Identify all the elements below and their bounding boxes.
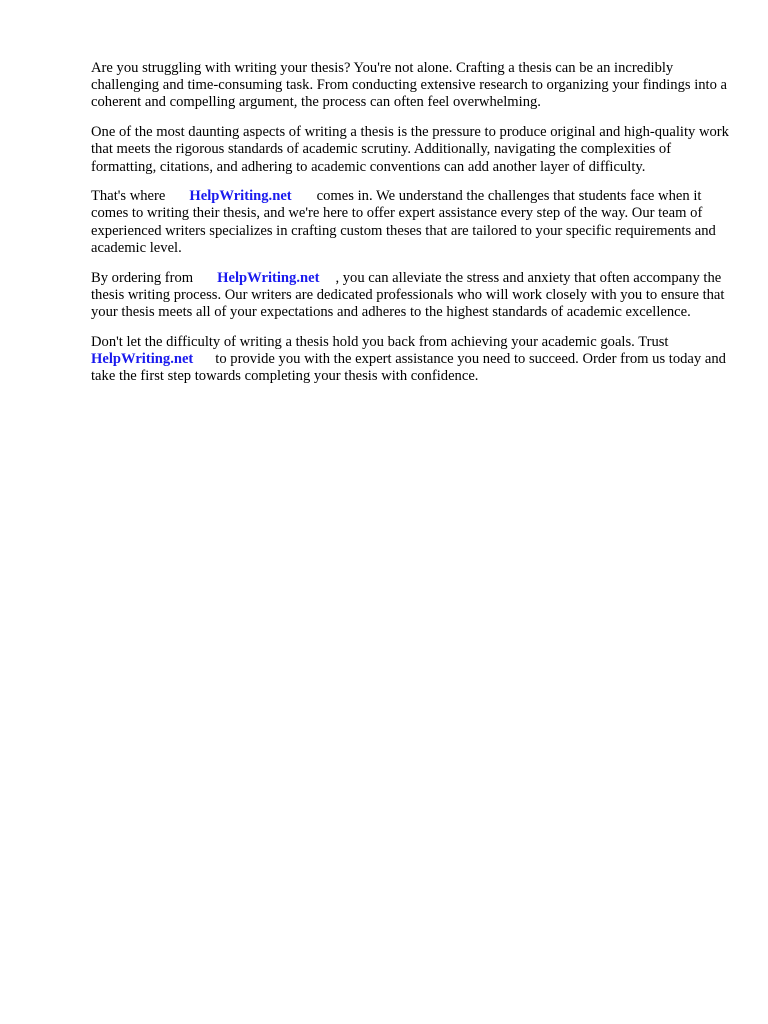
paragraph-difficulty: One of the most daunting aspects of writing a thesis is the pressure to produce original and high-quality work that meets the rigorous standards of academic scrutiny. Additionally, navigating the complexities of formatting, citations, and adhering to academic conventions can add another layer of difficulty.	[91, 124, 729, 175]
paragraph-intro: Are you struggling with writing your thesis? You're not alone. Crafting a thesis can be an incredibly challenging and time-consuming task. From conducting extensive research to organizing your findings into a coherent and compelling argument, the process can often feel overwhelming.	[91, 60, 728, 111]
helpwriting-link[interactable]: HelpWriting.net	[91, 350, 194, 367]
paragraph-text-before-link: By ordering from	[91, 269, 194, 286]
paragraph-text-after-link: , you can alleviate the stress and anxiety that often accompany the thesis writing process. Our writers are dedicated professionals who will work closely with you to ensure that your thesis meets all of your expectations and adheres to the highest standards of academic excellence.	[91, 269, 725, 320]
paragraph-by-ordering	[91, 270, 731, 322]
document-body	[91, 60, 731, 398]
paragraph-thats-where	[91, 188, 731, 257]
paragraph-dont-let	[91, 334, 731, 386]
paragraph-text-after-link: to provide you with the expert assistance you need to succeed. Order from us today and take the first step towards completing your thesis with confidence.	[91, 350, 726, 385]
paragraph-text-before-link: That's where	[91, 188, 166, 205]
paragraph-text-before-link: Don't let the difficulty of writing a thesis hold you back from achieving your academic goals. Trust	[91, 333, 669, 350]
helpwriting-link[interactable]: HelpWriting.net	[217, 269, 320, 286]
helpwriting-link[interactable]: HelpWriting.net	[189, 188, 292, 205]
paragraph-text-after-link: comes in. We understand the challenges that students face when it comes to writing their thesis, and we're here to offer expert assistance every step of the way. Our team of experienced writers specializes in crafting custom theses that are tailored to your specific requirements and academic level.	[91, 188, 716, 256]
